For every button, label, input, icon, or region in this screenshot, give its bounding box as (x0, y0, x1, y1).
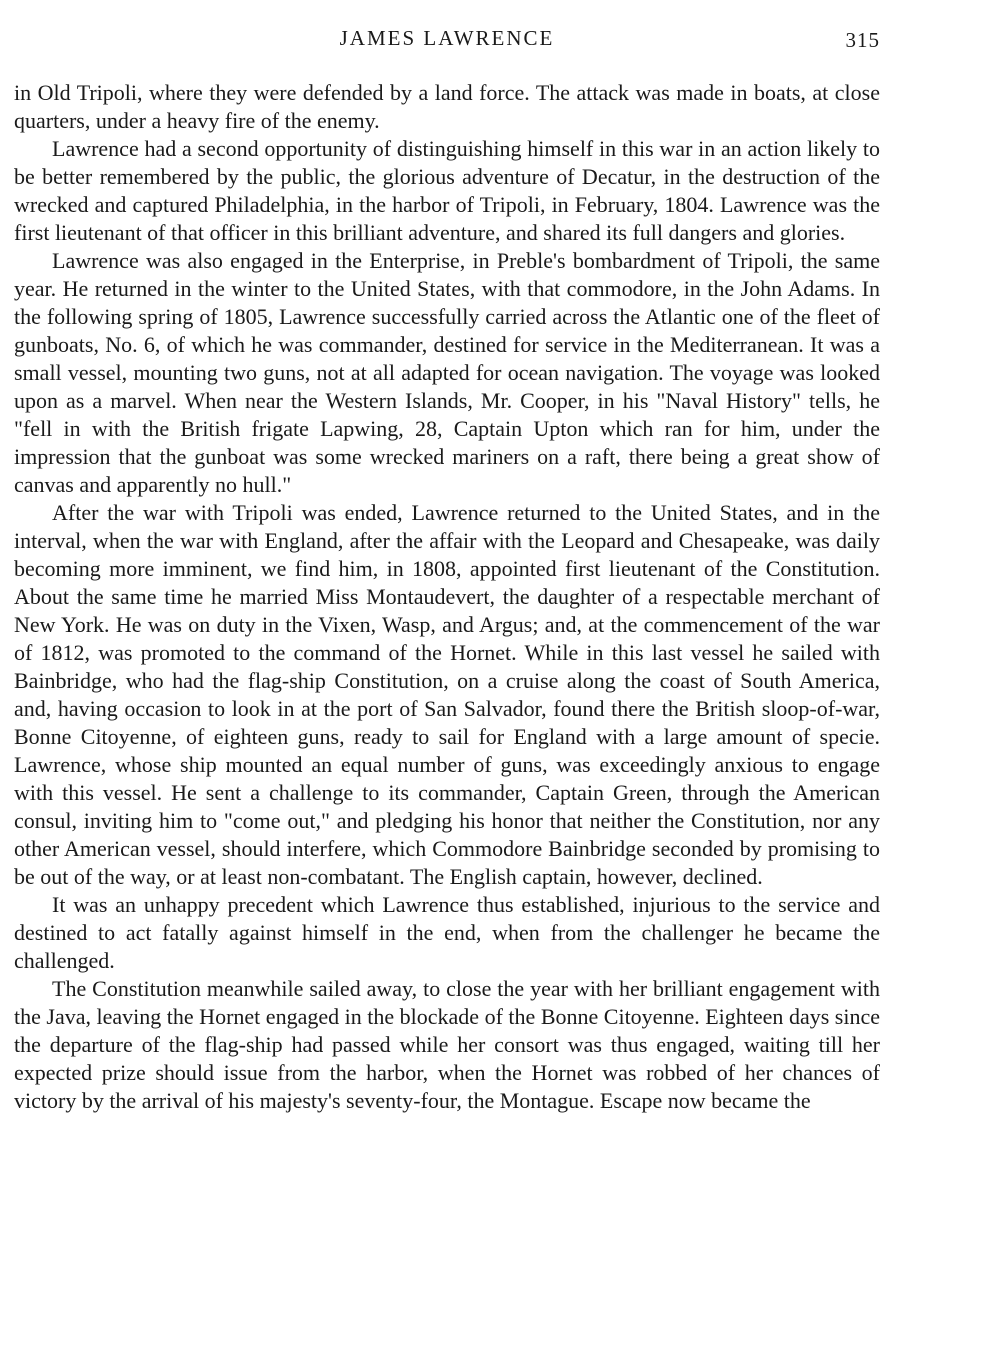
paragraph: Lawrence was also engaged in the Enterprise, in Preble's bombardment of Tripoli, the same year. He returned in the winter to the United States, with that commodore, in the John Adams. In the following spring of 1805, Lawrence successfully carried across the Atlantic one of the fleet of gunboats, No. 6, of which he was commander, destined for service in the Mediterranean. It was a small vessel, mounting two guns, not at all adapted for ocean navigation. The voyage was looked upon as a marvel. When near the Western Islands, Mr. Cooper, in his "Naval History" tells, he "fell in with the British frigate Lapwing, 28, Captain Upton which ran for him, under the impression that the gunboat was some wrecked mariners on a raft, there being a great show of canvas and apparently no hull." (14, 248, 880, 497)
running-header (14, 26, 880, 56)
body-text (14, 79, 880, 1115)
paragraph: It was an unhappy precedent which Lawrence thus established, injurious to the service and destined to act fatally against himself in the end, when from the challenger he became the challenged. (14, 892, 880, 973)
paragraph: After the war with Tripoli was ended, Lawrence returned to the United States, and in the interval, when the war with England, after the affair with the Leopard and Chesapeake, was daily becoming more imminent, we find him, in 1808, appointed first lieutenant of the Constitution. About the same time he married Miss Montaudevert, the daughter of a respectable merchant of New York. He was on duty in the Vixen, Wasp, and Argus; and, at the commencement of the war of 1812, was promoted to the command of the Hornet. While in this last vessel he sailed with Bainbridge, who had the flag-ship Constitution, on a cruise along the coast of South America, and, having occasion to look in at the port of San Salvador, found there the British sloop-of-war, Bonne Citoyenne, of eighteen guns, ready to sail for England with a large amount of specie. Lawrence, whose ship mounted an equal number of guns, was exceedingly anxious to engage with this vessel. He sent a challenge to its commander, Captain Green, through the American consul, inviting him to "come out," and pledging his honor that neither the Constitution, nor any other American vessel, should interfere, which Commodore Bainbridge seconded by promising to be out of the way, or at least non-combatant. The English captain, however, declined. (14, 500, 880, 889)
page-number: 315 (845, 28, 880, 52)
running-title: JAMES LAWRENCE (339, 26, 555, 50)
paragraph-continued: in Old Tripoli, where they were defended by a land force. The attack was made in boats, at close quarters, under a heavy fire of the enemy. (14, 80, 880, 133)
book-page (14, 26, 880, 1115)
paragraph: Lawrence had a second opportunity of distinguishing himself in this war in an action likely to be better remembered by the public, the glorious adventure of Decatur, in the destruction of the wrecked and captured Philadelphia, in the harbor of Tripoli, in February, 1804. Lawrence was the first lieutenant of that officer in this brilliant adventure, and shared its full dangers and glories. (14, 136, 880, 245)
paragraph: The Constitution meanwhile sailed away, to close the year with her brilliant engagement with the Java, leaving the Hornet engaged in the blockade of the Bonne Citoyenne. Eighteen days since the departure of the flag-ship had passed while her consort was thus engaged, waiting till her expected prize should issue from the harbor, when the Hornet was robbed of her chances of victory by the arrival of his majesty's seventy-four, the Montague. Escape now became the (14, 976, 880, 1113)
